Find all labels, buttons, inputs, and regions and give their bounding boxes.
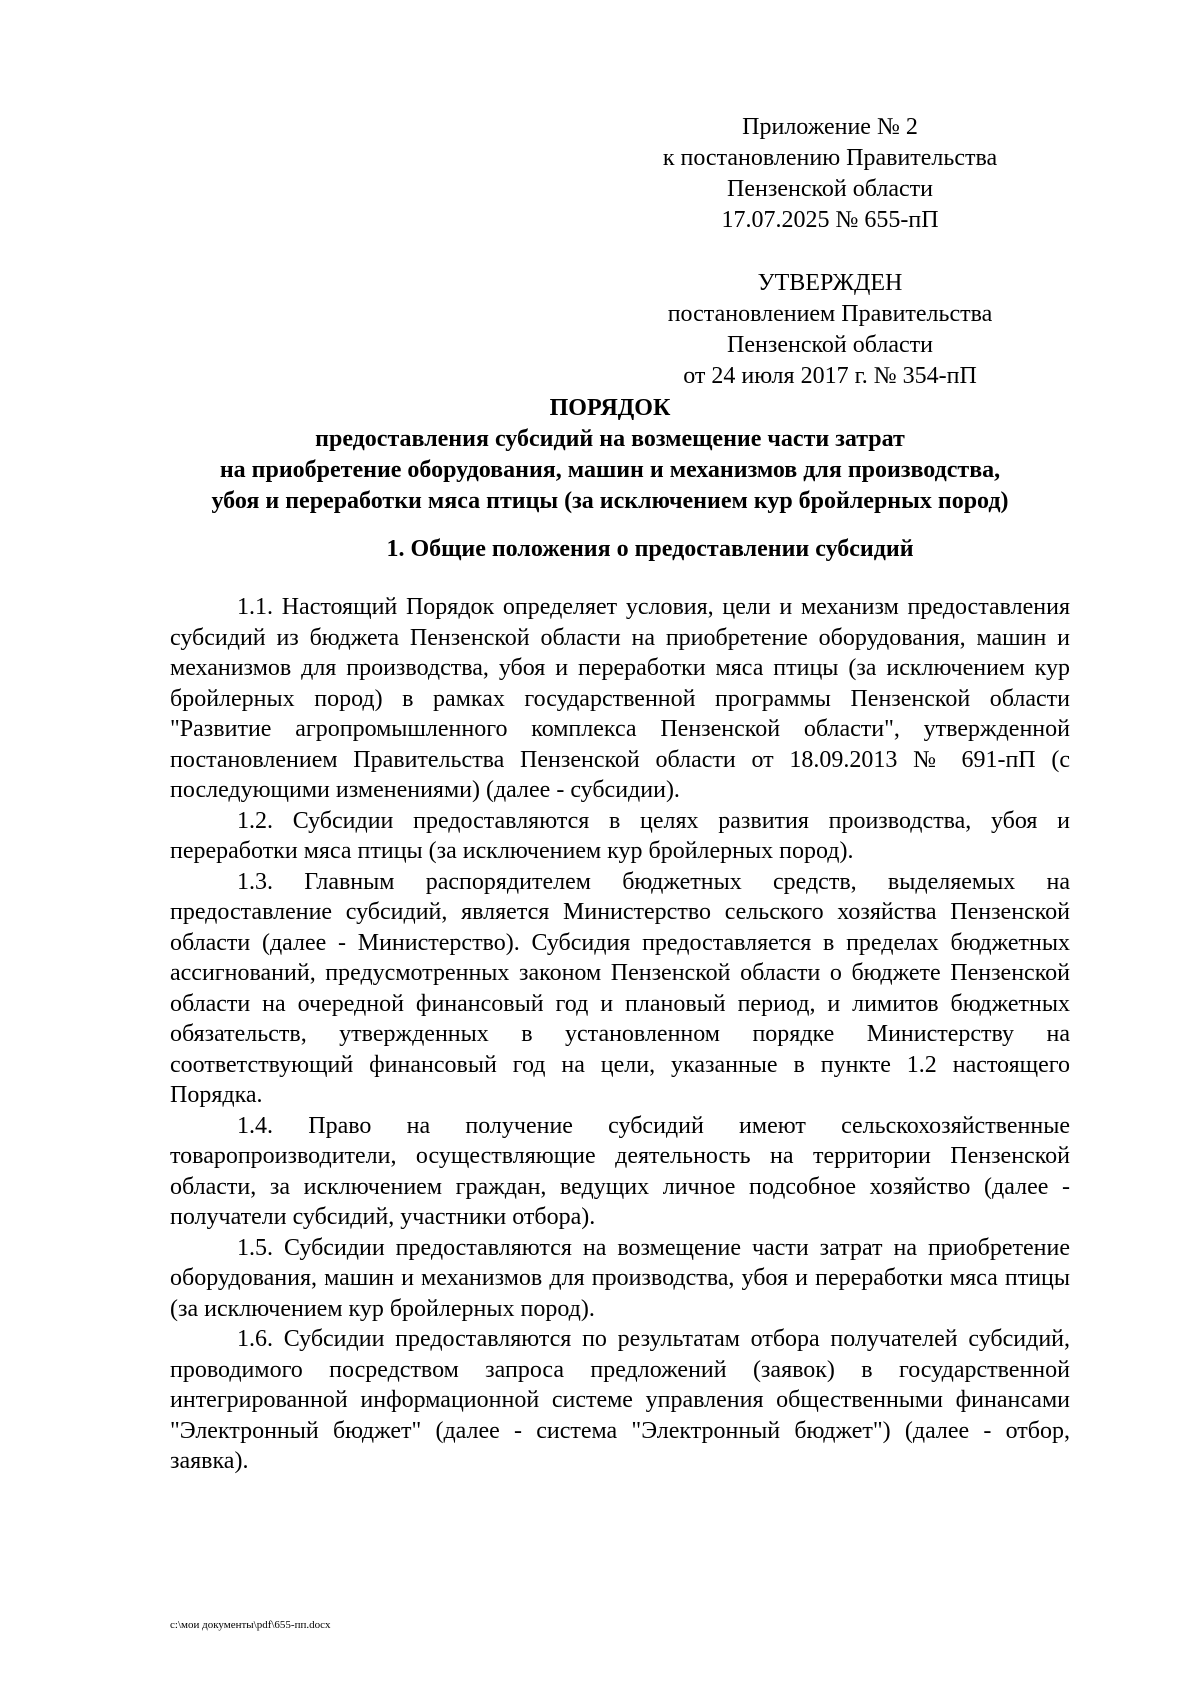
paragraph-1-6: 1.6. Субсидии предоставляются по результатам отбора получателей субсидий, проводимого посредством запроса предложений (заявок) в государственной интегрированной информационной системе управления общественными финансами "Электронный бюджет" (далее - система "Электронный бюджет") (далее - отбор, заявка). (170, 1326, 1070, 1474)
appendix-number: Приложение № 2 (742, 114, 918, 140)
appendix-reference: к постановлению Правительства (662, 145, 998, 171)
paragraph-1-2: 1.2. Субсидии предоставляются в целях развития производства, убоя и переработки мяса птицы (за исключением кур бройлерных пород). (170, 807, 1070, 864)
document-title: ПОРЯДОК (549, 395, 671, 421)
document-subtitle (160, 424, 1060, 517)
subtitle-line-1: предоставления субсидий на возмещение части затрат (315, 426, 905, 452)
paragraph-1-1: 1.1. Настоящий Порядок определяет условия, цели и механизм предоставления субсидий из бюджета Пензенской области на приобретение оборудования, машин и механизмов для производства, убоя и переработки мяса птицы (за исключением кур бройлерных пород) в рамках государственной программы Пензенской области "Развитие агропромышленного комплекса Пензенской области", утвержденной постановлением Правительства Пензенской области от 18.09.2013 № 691-пП (с последующими изменениями) (далее - субсидии). (170, 594, 1070, 803)
appendix-header (640, 112, 1020, 236)
section-body (170, 592, 1070, 1477)
paragraph-1-5: 1.5. Субсидии предоставляются на возмещение части затрат на приобретение оборудования, машин и механизмов для производства, убоя и переработки мяса птицы (за исключением кур бройлерных пород). (170, 1234, 1070, 1322)
appendix-region: Пензенской области (727, 176, 933, 202)
approved-region: Пензенской области (727, 332, 933, 358)
approval-stamp (640, 268, 1020, 392)
section-heading: 1. Общие положения о предоставлении субсидий (386, 536, 914, 562)
subtitle-line-2: на приобретение оборудования, машин и механизмов для производства, (219, 457, 1001, 483)
subtitle-line-3: убоя и переработки мяса птицы (за исключением кур бройлерных пород) (211, 488, 1009, 514)
paragraph-1-4: 1.4. Право на получение субсидий имеют сельскохозяйственные товаропроизводители, осуществляющие деятельность на территории Пензенской области, за исключением граждан, ведущих личное подсобное хозяйство (далее - получатели субсидий, участники отбора). (170, 1112, 1070, 1230)
approved-date-number: от 24 июля 2017 г. № 354-пП (683, 363, 977, 389)
appendix-date-number: 17.07.2025 № 655-пП (721, 207, 939, 233)
paragraph-1-3: 1.3. Главным распорядителем бюджетных средств, выделяемых на предоставление субсидий, является Министерство сельского хозяйства Пензенской области (далее - Министерство). Субсидия предоставляется в пределах бюджетных ассигнований, предусмотренных законом Пензенской области о бюджете Пензенской области на очередной финансовый год и плановый период, и лимитов бюджетных обязательств, утвержденных в установленном порядке Министерству на соответствующий финансовый год на цели, указанные в пункте 1.2 настоящего Порядка. (170, 868, 1070, 1108)
approved-by: постановлением Правительства (667, 301, 993, 327)
approved-label: УТВЕРЖДЕН (757, 270, 903, 296)
footer-file-path: c:\мои документы\pdf\655-пп.docx (170, 1619, 331, 1631)
